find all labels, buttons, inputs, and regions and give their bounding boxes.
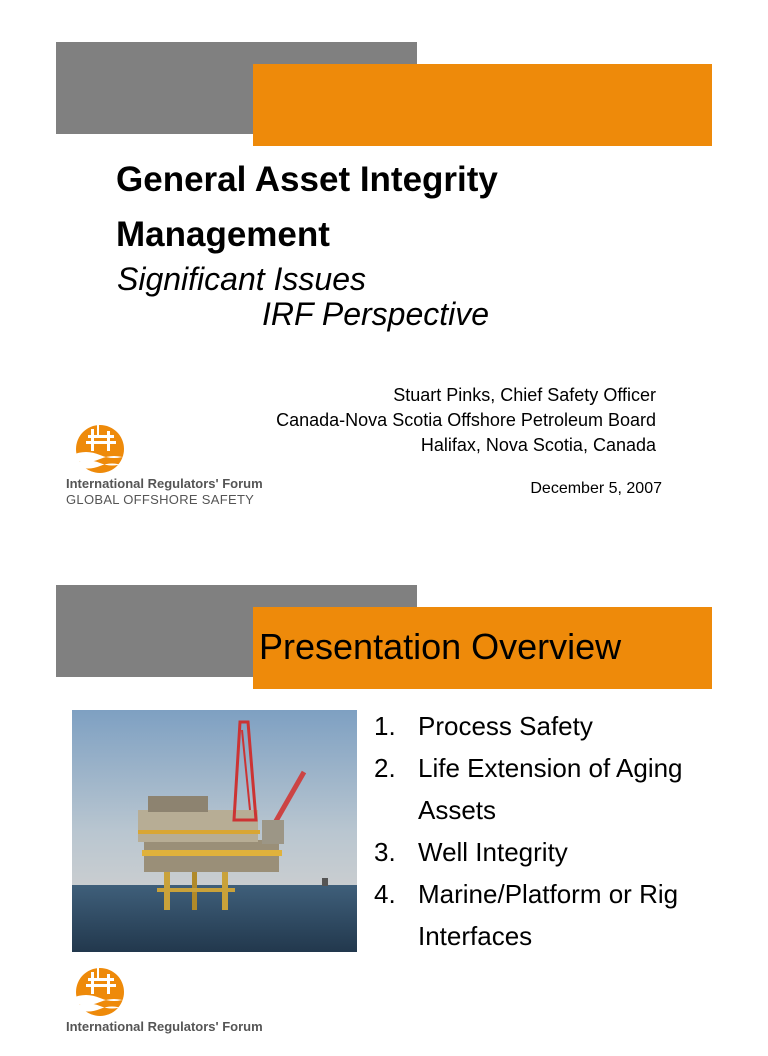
orange-header-bar: [253, 64, 712, 146]
list-item-number: 3.: [374, 837, 396, 867]
list-item: [374, 747, 714, 831]
offshore-platform-logo-icon: [66, 423, 138, 475]
list-item: [374, 873, 714, 957]
list-item-text: Marine/Platform or Rig Interfaces: [418, 879, 679, 951]
slide-title: General Asset Integrity Management: [116, 160, 498, 254]
list-item: [374, 831, 714, 873]
overview-title: Presentation Overview: [259, 626, 622, 667]
overview-list: [374, 705, 714, 957]
overview-slide: [0, 570, 768, 1034]
logo-org-name: International Regulators' Forum: [66, 1019, 263, 1034]
author-block: [276, 383, 656, 458]
offshore-platform-logo-icon: [66, 966, 138, 1018]
list-item-number: 1.: [374, 711, 396, 741]
slide-subtitle-line2: IRF Perspective: [262, 296, 490, 332]
offshore-platform-photo: [72, 710, 357, 952]
logo-tagline: GLOBAL OFFSHORE SAFETY: [66, 492, 255, 507]
slide-subtitle-line1: Significant Issues: [117, 261, 367, 297]
author-location: Halifax, Nova Scotia, Canada: [420, 435, 656, 455]
list-item: [374, 705, 714, 747]
list-item-text: Life Extension of Aging Assets: [418, 753, 683, 825]
list-item-text: Process Safety: [418, 711, 593, 741]
list-item-number: 2.: [374, 753, 396, 783]
irf-logo: [64, 423, 304, 513]
list-item-number: 4.: [374, 879, 396, 909]
author-organization: Canada-Nova Scotia Offshore Petroleum Board: [276, 410, 656, 430]
irf-logo: [64, 966, 304, 1056]
presentation-date: December 5, 2007: [530, 480, 662, 497]
logo-org-name: International Regulators' Forum: [66, 476, 263, 491]
list-item-text: Well Integrity: [418, 837, 568, 867]
author-name: Stuart Pinks, Chief Safety Officer: [393, 385, 656, 405]
